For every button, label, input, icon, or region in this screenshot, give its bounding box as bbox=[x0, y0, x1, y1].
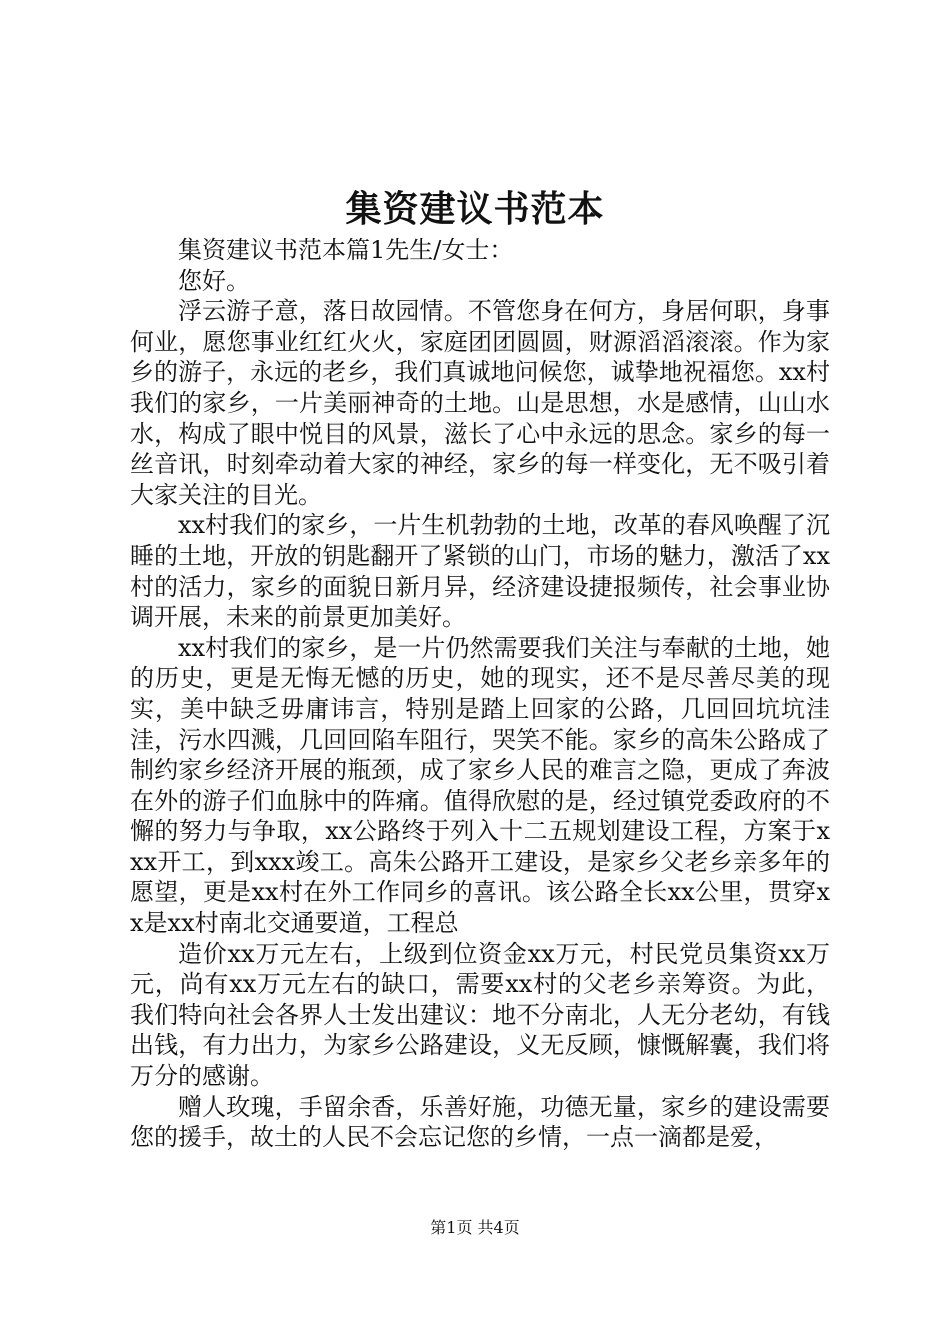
document-body bbox=[130, 235, 830, 1153]
paragraph-funding-appeal: 造价xx万元左右，上级到位资金xx万元，村民党员集资xx万元，尚有xx万元左右的缺口，需要xx村的父老乡亲筹资。为此，我们特向社会各界人士发出建议：地不分南北，人无分老幼，有钱出钱，有力出力，为家乡公路建设，义无反顾，慷慨解囊，我们将万分的感谢。 bbox=[130, 939, 830, 1091]
paragraph-greeting: 您好。 bbox=[178, 266, 250, 295]
paragraph-closing: 赠人玫瑰，手留余香，乐善好施，功德无量，家乡的建设需要您的援手，故土的人民不会忘记您的乡情，一点一滴都是爱， bbox=[130, 1092, 830, 1152]
paragraph-salutation: 集资建议书范本篇1先生/女士： bbox=[178, 236, 514, 264]
page-footer: 第1页 共4页 bbox=[430, 1218, 520, 1237]
paragraph-hometown-greeting: 浮云游子意，落日故园情。不管您身在何方，身居何职，身事何业，愿您事业红红火火，家庭团团圆圆，财源滔滔滚滚。作为家乡的游子，永远的老乡，我们真诚地问候您，诚挚地祝福您。xx村我们的家乡，一片美丽神奇的土地。山是思想，水是感情，山山水水，构成了眼中悦目的风景，滋长了心中永远的思念。家乡的每一丝音讯，时刻牵动着大家的神经，家乡的每一样变化，无不吸引着大家关注的目光。 bbox=[130, 297, 830, 509]
document-title: 集资建议书范本 bbox=[345, 188, 605, 230]
paragraph-village-development: xx村我们的家乡，一片生机勃勃的土地，改革的春风唤醒了沉睡的土地，开放的钥匙翻开了紧锁的山门，市场的魅力，激活了xx村的活力，家乡的面貌日新月异，经济建设捷报频传，社会事业协调开展，未来的前景更加美好。 bbox=[130, 511, 830, 632]
paragraph-road-project: xx村我们的家乡，是一片仍然需要我们关注与奉献的土地，她的历史，更是无悔无憾的历史，她的现实，还不是尽善尽美的现实，美中缺乏毋庸讳言，特别是踏上回家的公路，几回回坑坑洼洼，污水四溅，几回回陷车阻行，哭笑不能。家乡的高朱公路成了制约家乡经济开展的瓶颈，成了家乡人民的难言之隐，更成了奔波在外的游子们血脉中的阵痛。值得欣慰的是，经过镇党委政府的不懈的努力与争取，xx公路终于列入十二五规划建设工程，方案于xxx开工，到xxx竣工。高朱公路开工建设，是家乡父老乡亲多年的愿望，更是xx村在外工作同乡的喜讯。该公路全长xx公里，贯穿xx是xx村南北交通要道，工程总 bbox=[130, 633, 830, 938]
